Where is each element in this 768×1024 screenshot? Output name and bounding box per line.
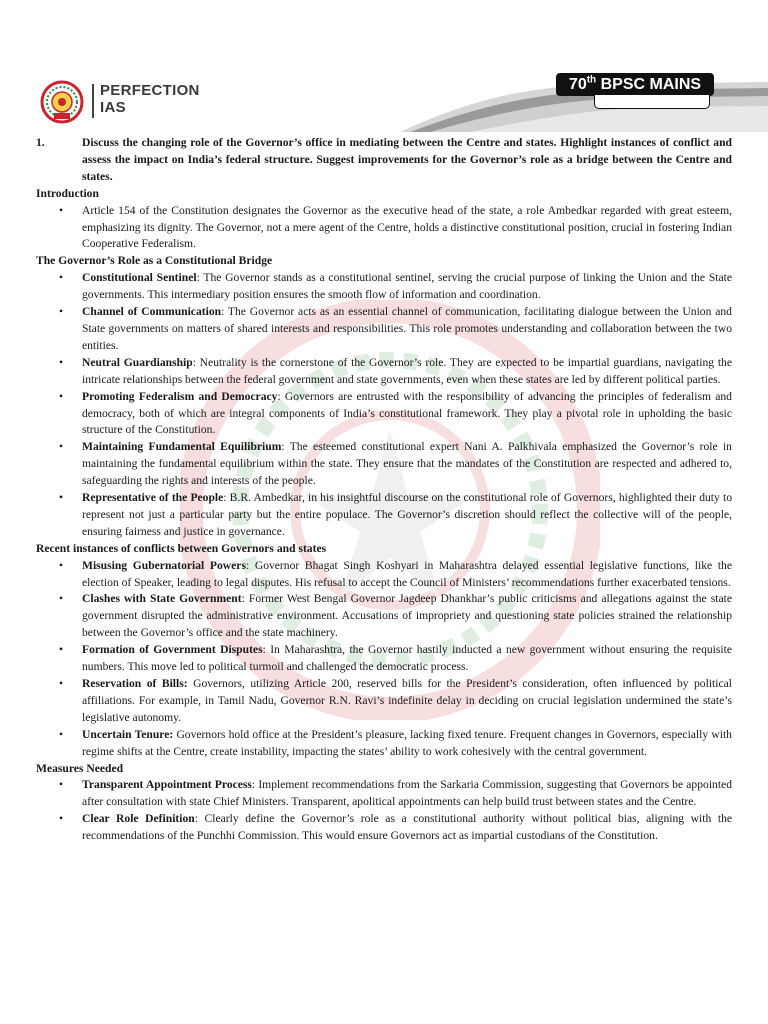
item-term: Promoting Federalism and Democracy (82, 389, 278, 403)
item-text: : Implement recommendations from the Sarkaria Commission, suggesting that Governors be appointed after consultation with state Chief Ministers. Transparent, apolitical appointments can help build trust between states and the Centre. (82, 778, 732, 809)
item-text: : Neutrality is the cornerstone of the Governor’s role. They are expected to be impartial guardians, navigating the intricate relationships between the federal government and state governments, even when these states are led by different political parties. (82, 355, 732, 386)
item-term: Uncertain Tenure: (82, 727, 174, 741)
bridge-role-list (36, 270, 732, 541)
item-term: Transparent Appointment Process (82, 778, 252, 792)
list-item (36, 558, 732, 592)
introduction-heading: Introduction (36, 186, 99, 200)
list-item (36, 389, 732, 440)
badge-suffix: th (586, 74, 597, 86)
measures-list (36, 777, 732, 845)
item-text: Governors hold office at the President’s pleasure, lacking fixed tenure. Frequent changes in Governors, especially with regime shifts at the Centre, create instability, impacting the states’ ability to work cohesively with the central government. (82, 727, 732, 758)
conflicts-heading: Recent instances of conflicts between Governors and states (36, 541, 327, 555)
item-text: : B.R. Ambedkar, in his insightful discourse on the constitutional role of Governors, highlighted their duty to represent not just a particular party but the entire populace. The Governor’s discretion should reflect the collective will of the people, ensuring fairness and justice in governance. (82, 491, 733, 538)
badge-number: 70 (568, 76, 587, 93)
perfection-ias-seal-icon (40, 80, 84, 124)
item-text: : The esteemed constitutional expert Nani A. Palkhivala emphasized the Governor’s role in maintaining the fundamental equilibrium within the state. They ensure that the mandates of the Constitution are respected and adhered to, safeguarding the rights and interests of the people. (82, 440, 732, 488)
list-item (36, 642, 732, 676)
bridge-role-heading: The Governor’s Role as a Constitutional Bridge (36, 254, 273, 268)
item-text: : The Governor acts as an essential channel of communication, facilitating dialogue between the Union and State governments on matters of shared interests and responsibilities. This role promotes understanding and collaboration between the two entities. (82, 305, 732, 352)
item-text: Governors, utilizing Article 200, reserved bills for the President’s consideration, often influenced by political affiliations. For example, in Tamil Nadu, Governor R.N. Ravi’s indefinite delay in deciding on crucial legislation undermined the state’s legislative autonomy. (82, 677, 732, 724)
item-term: Clear Role Definition (82, 812, 195, 826)
badge-text: BPSC MAINS (596, 76, 702, 93)
question-block (36, 135, 732, 186)
item-term: Maintaining Fundamental Equilibrium (82, 440, 282, 454)
document-body (36, 135, 732, 845)
item-term: Representative of the People (82, 491, 224, 505)
item-text: : Governors are entrusted with the responsibility of advancing the principles of federalism and democracy, both of which are integral components of India’s constitutional framework. They play a pivotal role in upholding the basic structure of the Constitution. (82, 389, 732, 437)
list-item (36, 676, 732, 727)
list-item (36, 727, 732, 761)
list-item (36, 811, 732, 845)
item-term: Channel of Communication (82, 305, 222, 319)
list-item (36, 591, 732, 642)
list-item (36, 270, 732, 304)
item-text: : In Maharashtra, the Governor hastily inducted a new government without ensuring the requisite numbers. This move led to political turmoil and challenged the democratic process. (82, 643, 732, 674)
brand-name (100, 82, 200, 116)
badge-tab-decoration (594, 95, 710, 109)
logo-divider (92, 84, 94, 118)
item-term: Misusing Gubernatorial Powers (82, 558, 246, 572)
page-header (0, 0, 768, 132)
list-item (36, 355, 732, 389)
list-item (36, 304, 732, 355)
brand-line-2: IAS (100, 99, 126, 116)
brand-line-1: PERFECTION (100, 82, 200, 99)
item-term: Constitutional Sentinel (82, 271, 197, 285)
item-term: Neutral Guardianship (82, 355, 193, 369)
question-text: Discuss the changing role of the Governor’s office in mediating between the Centre and states. Highlight instances of conflict and assess the impact on India’s federal structure. Suggest improvements for the Governor’s role as a bridge between the Centre and states. (82, 136, 732, 183)
item-text: : The Governor stands as a constitutional sentinel, serving the crucial purpose of linking the Union and the State governments. This intermediary position ensures the smooth flow of information and coordination. (82, 271, 733, 302)
list-item (36, 777, 732, 811)
item-term: Formation of Government Disputes (82, 643, 263, 657)
list-item: • Article 154 of the Constitution designates the Governor as the executive head of the state, a role Ambedkar regarded with great esteem, emphasizing its dignity. The Governor, not a mere agent of the Centre, holds a distinctive constitutional position, crucial in fostering Indian Cooperative Federalism. (36, 203, 732, 254)
item-text: : Governor Bhagat Singh Koshyari in Maharashtra delayed essential legislative functions, like the election of Speaker, leading to legal disputes. His refusal to accept the Council of Ministers’ recommendations further exacerbated tensions. (82, 558, 732, 589)
item-term: Clashes with State Government (82, 592, 242, 606)
item-text: : Clearly define the Governor’s role as a constitutional authority without political bias, aligning with the recommendations of the Punchhi Commission. This would ensure Governors act as impartial custodians of the Constitution. (82, 812, 733, 843)
item-term: Reservation of Bills: (82, 677, 188, 690)
list-item (36, 439, 732, 490)
bpsc-mains-badge (556, 73, 714, 96)
list-item (36, 490, 732, 541)
measures-heading: Measures Needed (36, 761, 124, 775)
item-text: : Former West Bengal Governor Jagdeep Dhankhar’s public criticisms and allegations against the state government disrupted the administrative environment. Accusations of impropriety and questioning state policies strained the relationship between the Governor’s office and the state machinery. (82, 592, 732, 640)
conflicts-list (36, 558, 732, 761)
introduction-list (36, 203, 732, 254)
question-number: 1. (36, 136, 45, 149)
